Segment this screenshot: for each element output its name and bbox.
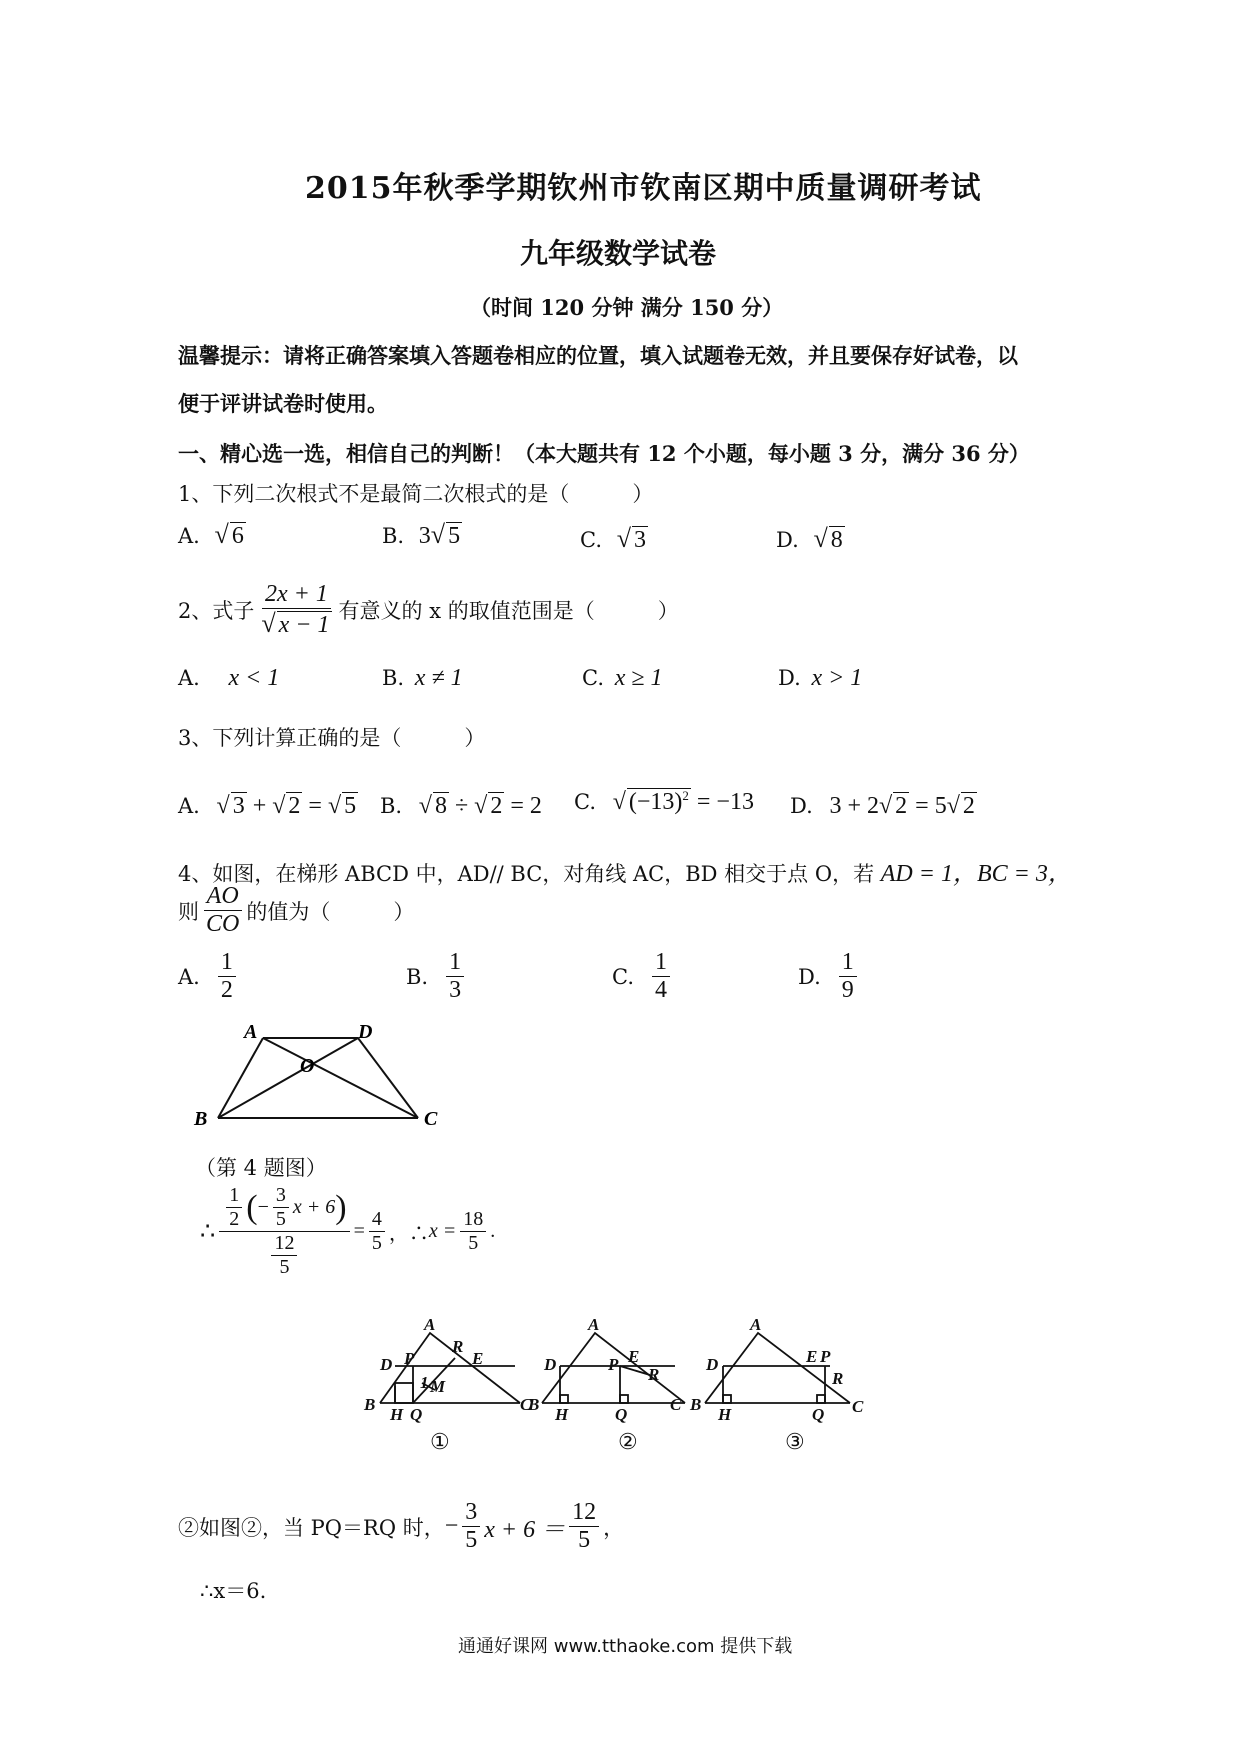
figure-4-caption: （第 4 题图） — [195, 1156, 327, 1180]
section-heading: 一、精心选一选，相信自己的判断！（本大题共有 12 个小题，每小题 3 分，满分 36 分） — [178, 441, 1030, 466]
svg-text:R: R — [832, 1369, 844, 1388]
q2-d-label: D. — [778, 666, 801, 690]
q4-stem-suffix: 的值为（ ） — [246, 899, 415, 924]
sol-line2-math: x + 6 ＝ — [484, 1517, 566, 1544]
svg-text:M: M — [430, 1377, 446, 1396]
q2-option-d — [778, 665, 862, 692]
q4-fraction — [203, 884, 242, 937]
q2-suffix: 有意义的 x 的取值范围是（ ） — [338, 599, 679, 624]
sol-half-num: 1 — [226, 1185, 242, 1208]
q1-c-radicand: 3 — [633, 527, 646, 553]
q2-option-a — [178, 665, 279, 692]
svg-text:C: C — [852, 1397, 864, 1416]
q2-option-b — [382, 665, 463, 692]
q4-option-a — [178, 950, 240, 1003]
sol-line2-d5: 5 — [578, 1527, 591, 1554]
q3-c-label: C. — [574, 790, 596, 814]
sol-half-den: 2 — [229, 1208, 240, 1230]
q4-a-den: 2 — [220, 977, 233, 1004]
q4-option-c — [612, 950, 674, 1003]
svg-text:E: E — [628, 1347, 640, 1366]
q4-b-num: 1 — [446, 950, 464, 977]
figure-label-2: ② — [618, 1430, 638, 1455]
sol-den-num: 12 — [271, 1233, 297, 1256]
q1-option-d: D. √ 8 — [776, 524, 843, 553]
sol-x-den: 5 — [468, 1232, 479, 1254]
svg-text:A: A — [750, 1318, 762, 1334]
solution-line-2: ②如图②，当 PQ＝RQ 时， − $\frac{3}{5}$ x + 6 ＝ $\frac{12}{5}$ ， — [178, 1499, 625, 1554]
q4-stem-1 — [178, 853, 1072, 888]
q1-b-coef: 3 — [418, 523, 431, 549]
q3-a-label: A. — [178, 794, 200, 818]
q2-d-math: x > 1 — [811, 665, 863, 691]
svg-text:1: 1 — [420, 1373, 429, 1392]
q4-d-num: 1 — [839, 950, 857, 977]
q4-d-label: D. — [798, 964, 821, 989]
q3-stem: 3、下列计算正确的是（ ） — [178, 726, 486, 750]
svg-text:Q: Q — [812, 1405, 825, 1424]
page-subtitle: 九年级数学试卷 — [520, 237, 717, 270]
q2-c-label: C. — [582, 666, 604, 690]
q3-option-a: A. √ 3 + √ 2 = √ 5 — [178, 793, 357, 819]
q1-stem: 1、下列二次根式不是最简二次根式的是（ ） — [178, 482, 654, 506]
q4-stem-2 — [178, 884, 414, 937]
svg-text:H: H — [555, 1405, 569, 1424]
fig4-label-b: B — [194, 1108, 208, 1130]
fig4-label-c: C — [424, 1108, 438, 1130]
tip-line-1: 温馨提示：请将正确答案填入答题卷相应的位置，填入试题卷无效，并且要保存好试卷，以 — [178, 343, 1018, 368]
sol-line2-n12: 12 — [569, 1500, 599, 1527]
q2-c-math: x ≥ 1 — [614, 665, 663, 691]
figure-label-3: ③ — [785, 1430, 805, 1455]
q1-d-radicand: 8 — [830, 527, 843, 553]
q4-c-label: C. — [612, 964, 634, 989]
sol-eq-den: 5 — [371, 1232, 382, 1254]
page-title: 2015年秋季学期钦州市钦南区期中质量调研考试 — [305, 171, 982, 206]
q2-a-label: A. — [178, 666, 200, 690]
q4-option-d — [798, 950, 861, 1003]
solution-line-3: ∴x＝6. — [200, 1579, 267, 1603]
svg-text:B: B — [528, 1395, 540, 1414]
svg-text:B: B — [690, 1395, 702, 1414]
sol-x-eq: x = — [428, 1220, 457, 1242]
sol-35-num: 3 — [273, 1185, 289, 1208]
q4-frac-num: AO — [204, 884, 242, 911]
fig4-label-d: D — [358, 1021, 373, 1043]
svg-text:Q: Q — [615, 1405, 628, 1424]
svg-text:H: H — [718, 1405, 732, 1424]
figure-label-1: ① — [430, 1430, 450, 1455]
time-note: （时间 120 分钟 满分 150 分） — [470, 295, 784, 320]
svg-text:E: E — [472, 1349, 484, 1368]
q3-option-d: D. 3 + 2√ 2 = 5√ 2 — [790, 793, 975, 819]
sol-x-num: 18 — [460, 1209, 486, 1232]
footer-text: 通通好课网 www.tthaoke.com 提供下载 — [458, 1636, 793, 1657]
fig4-label-o: O — [300, 1055, 315, 1077]
sol-plus6: x + 6 — [292, 1196, 336, 1218]
q4-then: 则 — [178, 899, 199, 924]
q3-b-label: B. — [380, 794, 403, 818]
q4-option-b — [406, 950, 468, 1003]
q4-c-den: 4 — [655, 977, 667, 1004]
q2-b-math: x ≠ 1 — [414, 665, 463, 691]
fig4-label-a: A — [244, 1021, 258, 1043]
sol-35-den: 5 — [275, 1208, 286, 1230]
q1-b-label: B. — [382, 524, 405, 548]
svg-text:P: P — [608, 1355, 619, 1374]
svg-text:D: D — [706, 1355, 719, 1374]
q3-option-c: C. √ $(-13)^2 = -13$ — [574, 788, 754, 815]
q1-option-b: B. 3√ 5 — [382, 520, 461, 549]
svg-text:R: R — [648, 1365, 660, 1384]
svg-text:A: A — [424, 1318, 436, 1334]
q2-b-label: B. — [382, 666, 405, 690]
svg-text:E: E — [806, 1347, 818, 1366]
q1-option-c: C. √ 3 — [580, 524, 646, 553]
svg-text:C: C — [520, 1395, 532, 1414]
sol-line2-num3: 3 — [462, 1500, 480, 1527]
q2-denominator: x − 1 — [278, 612, 330, 639]
q4-c-num: 1 — [652, 950, 670, 977]
therefore-symbol: ∴ — [200, 1219, 216, 1245]
q3-option-b: B. √ 8 ÷ √ 2 = 2 — [380, 793, 542, 819]
q4-a-label: A. — [178, 964, 200, 989]
q1-c-label: C. — [580, 528, 602, 552]
svg-text:H: H — [390, 1405, 404, 1424]
trapezoid-figure — [188, 1020, 448, 1130]
q1-a-radicand: 6 — [231, 523, 244, 549]
q2-prefix: 2、式子 — [178, 599, 255, 624]
svg-text:D: D — [544, 1355, 557, 1374]
svg-text:P: P — [820, 1347, 831, 1366]
q4-d-den: 9 — [841, 977, 854, 1004]
svg-text:C: C — [670, 1395, 682, 1414]
sol-den-den: 5 — [279, 1256, 290, 1278]
sol-line2-den5: 5 — [465, 1527, 478, 1554]
q1-b-radicand: 5 — [448, 523, 461, 549]
svg-text:D: D — [380, 1355, 393, 1374]
q4-stem-text: 4、如图，在梯形 ABCD 中，AD// BC，对角线 AC，BD 相交于点 O，若 — [178, 862, 875, 886]
q2-a-math: x < 1 — [228, 665, 280, 691]
solution-equation: ∴ $\frac{1}{2}$ ( − $\frac{3}{5}$ x + 6 ) $\frac{12}{5}$ = $\frac{4}{5}$ ，∴ x = $\frac{18}{5}$ . — [200, 1184, 496, 1278]
q2-fraction: $\frac{2x + 1}{√ x - 1}$ — [261, 581, 330, 639]
q3-d-label: D. — [790, 794, 813, 818]
q4-a-num: 1 — [218, 950, 236, 977]
q4-b-label: B. — [406, 964, 429, 989]
q1-d-label: D. — [776, 528, 799, 552]
sol-eq-num: 4 — [369, 1209, 385, 1232]
q4-frac-den: CO — [206, 911, 240, 938]
tip-line-2: 便于评讲试卷时使用。 — [178, 391, 388, 416]
q2-option-c — [582, 665, 663, 692]
svg-text:A: A — [588, 1318, 600, 1334]
svg-text:R: R — [452, 1337, 464, 1356]
sol-line2-text: ②如图②，当 PQ＝RQ 时， — [178, 1515, 445, 1540]
svg-text:B: B — [364, 1395, 376, 1414]
q2-stem — [178, 582, 679, 639]
q4-stem-math: AD = 1，BC = 3， — [880, 861, 1072, 887]
q2-numerator: 2x + 1 — [262, 582, 331, 609]
q4-b-den: 3 — [449, 977, 462, 1004]
q1-option-a: A. √ 6 — [178, 520, 244, 549]
svg-text:P: P — [404, 1349, 415, 1368]
svg-text:Q: Q — [410, 1405, 423, 1424]
q1-a-label: A. — [178, 524, 200, 548]
